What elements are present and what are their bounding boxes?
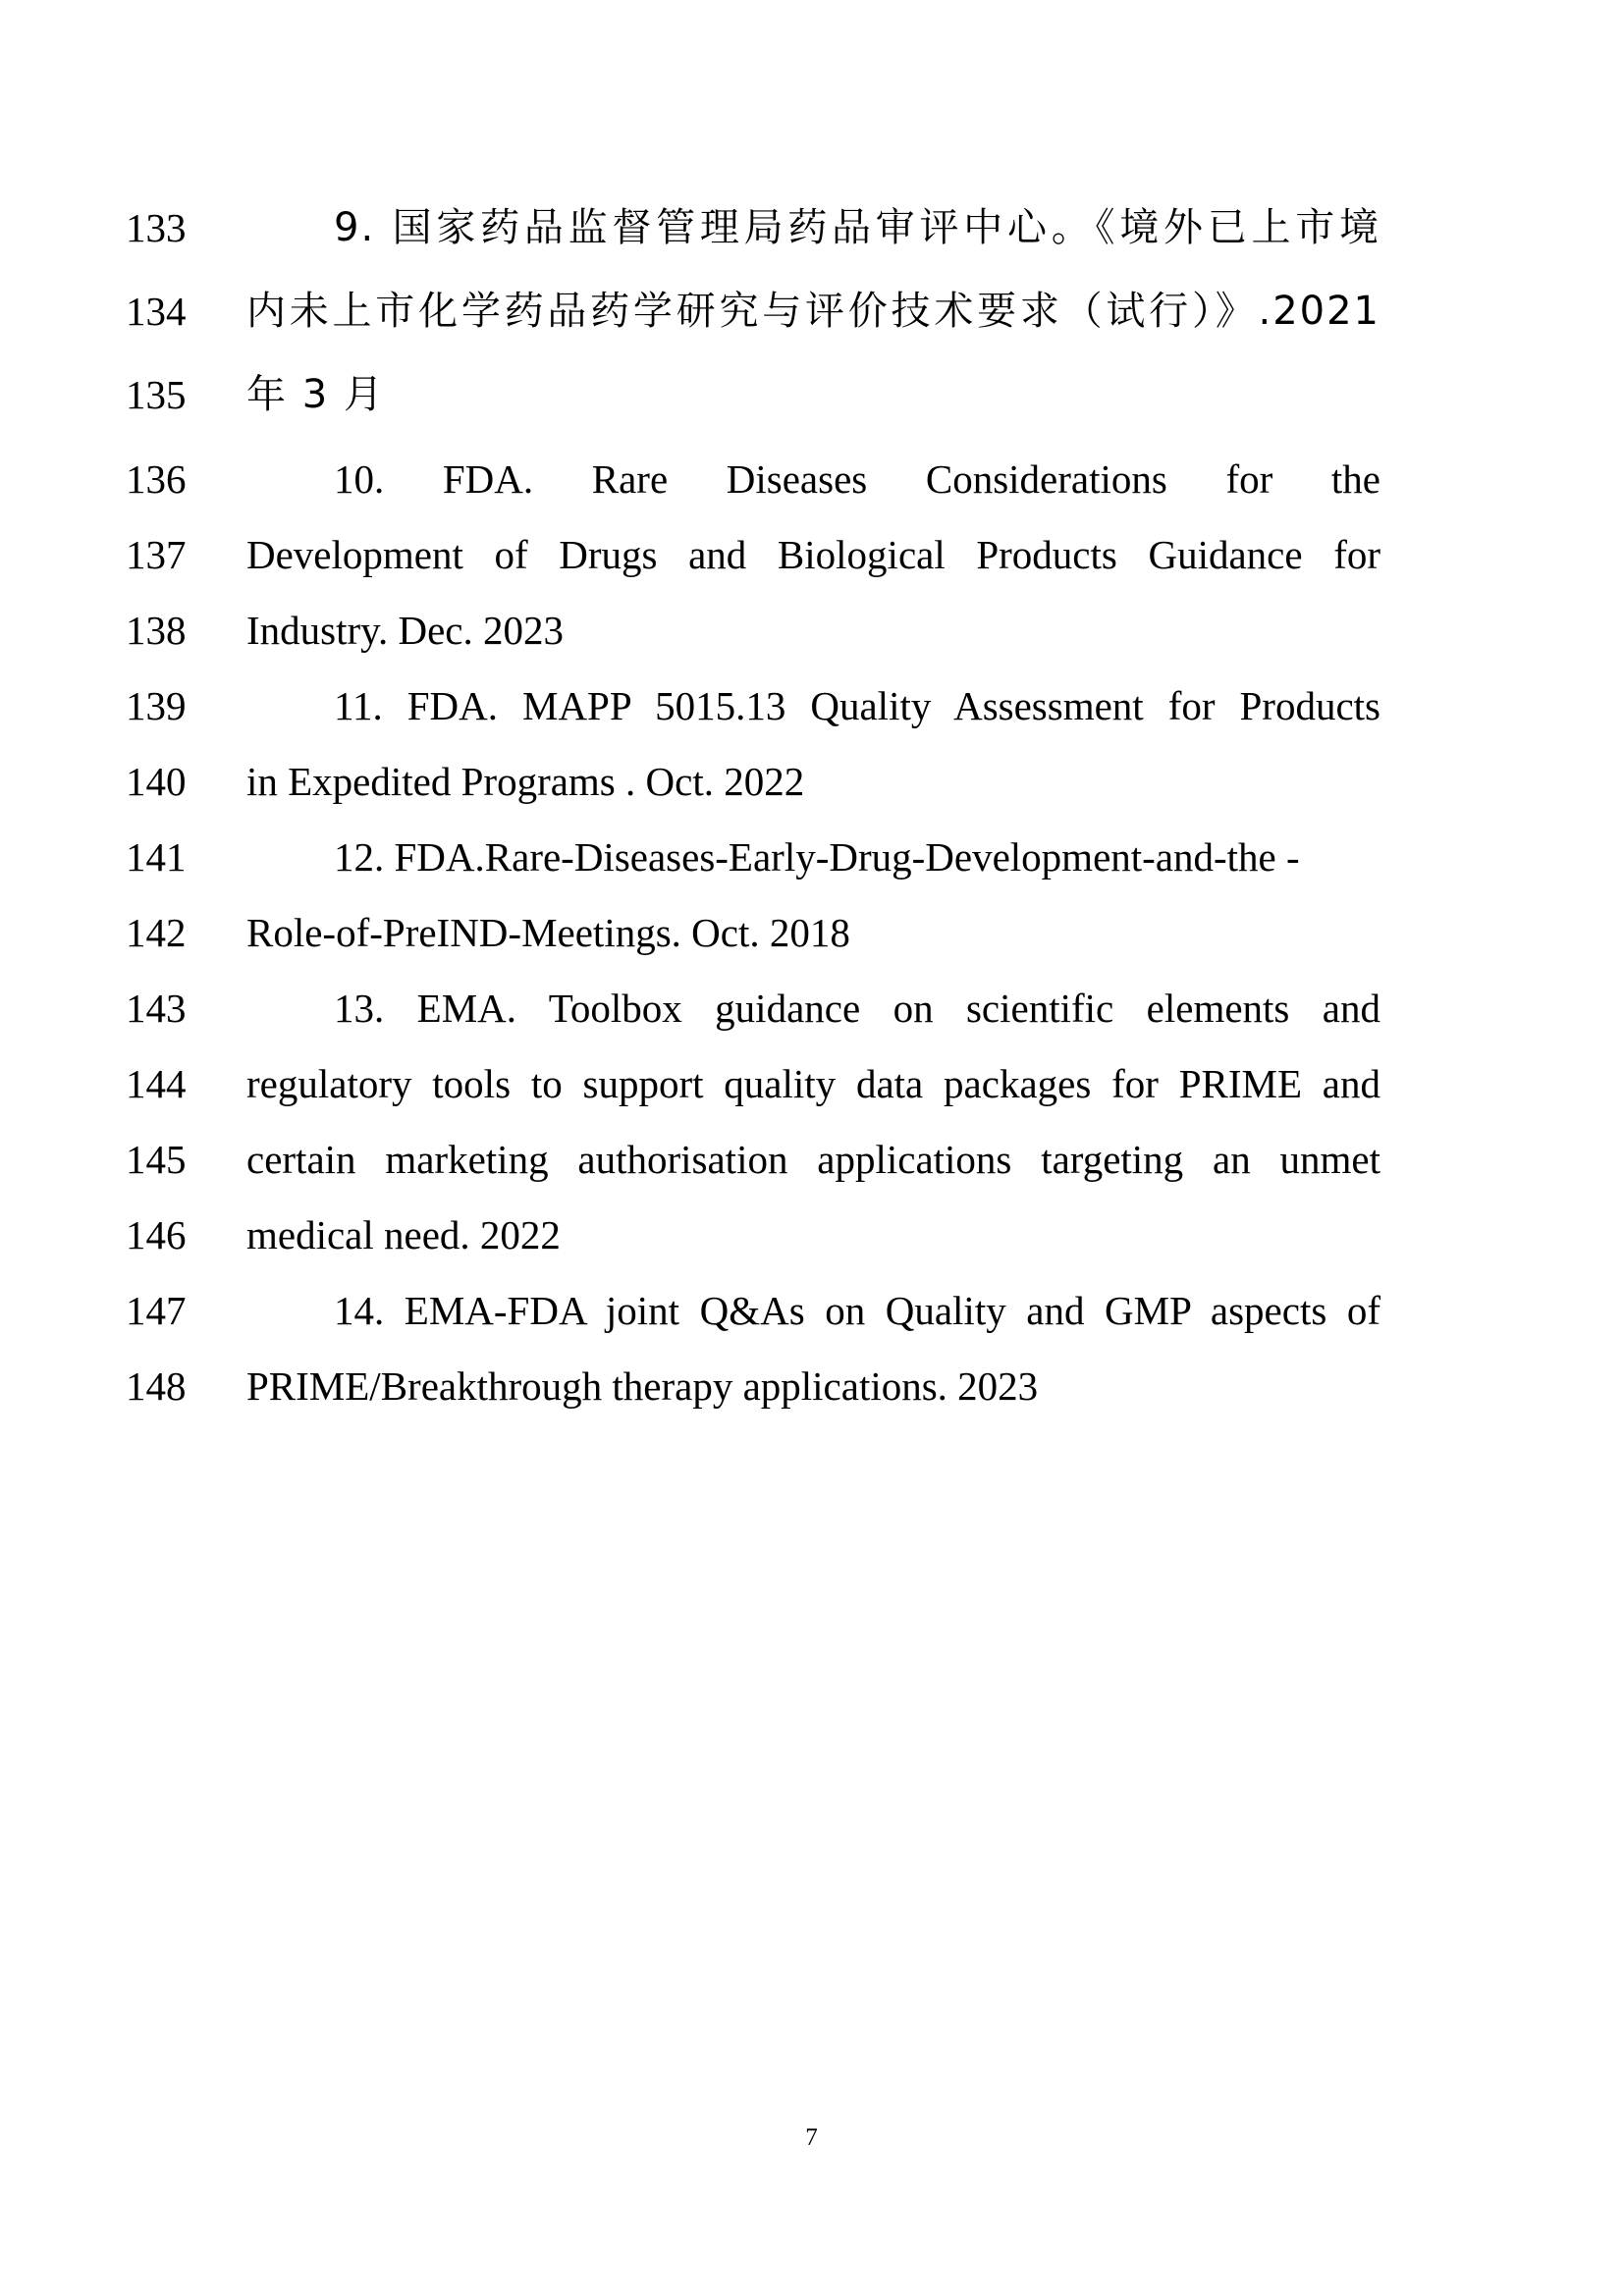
line-number: 146	[126, 1212, 187, 1257]
line-number: 137	[126, 532, 187, 577]
line-number: 141	[126, 834, 187, 880]
page-number: 7	[805, 2124, 818, 2151]
reference-line	[0, 525, 1623, 584]
reference-line	[0, 676, 1623, 735]
reference-line	[0, 450, 1623, 508]
line-number: 134	[126, 289, 187, 334]
reference-line	[0, 601, 1623, 660]
reference-text: medical need. 2022	[246, 1212, 561, 1257]
reference-text: regulatory tools to support quality data packages for PRIME and	[246, 1061, 1380, 1106]
reference-text: 14. EMA-FDA joint Q&As on Quality and GMP aspects of	[334, 1288, 1380, 1333]
reference-text: 年 3 月	[246, 372, 385, 417]
line-number: 147	[126, 1288, 187, 1333]
line-number: 145	[126, 1137, 187, 1182]
line-number: 140	[126, 759, 187, 804]
reference-text: in Expedited Programs . Oct. 2022	[246, 759, 805, 804]
reference-text: 9. 国家药品监督管理局药品审评中心。《境外已上市境	[334, 205, 1380, 250]
line-number: 144	[126, 1061, 187, 1106]
reference-line	[0, 752, 1623, 811]
line-number: 138	[126, 608, 187, 653]
reference-line	[0, 1130, 1623, 1189]
line-number: 143	[126, 986, 187, 1031]
line-number: 133	[126, 205, 187, 250]
reference-text: certain marketing authorisation applications targeting an unmet	[246, 1137, 1380, 1182]
reference-text: 12. FDA.Rare-Diseases-Early-Drug-Development-and-the -	[334, 834, 1300, 880]
reference-line	[0, 1054, 1623, 1113]
line-number: 136	[126, 456, 187, 502]
reference-line	[0, 828, 1623, 886]
reference-line	[0, 282, 1623, 341]
reference-text: Industry. Dec. 2023	[246, 608, 564, 653]
line-number: 142	[126, 910, 187, 955]
reference-text: 13. EMA. Toolbox guidance on scientific elements and	[334, 986, 1380, 1031]
reference-text: 内未上市化学药品药学研究与评价技术要求（试行）》.2021	[246, 289, 1380, 334]
reference-line	[0, 198, 1623, 257]
reference-line	[0, 903, 1623, 962]
reference-line	[0, 365, 1623, 424]
line-number: 148	[126, 1363, 187, 1409]
reference-text: 11. FDA. MAPP 5015.13 Quality Assessment for Products	[334, 683, 1380, 728]
reference-text: Role-of-PreIND-Meetings. Oct. 2018	[246, 910, 850, 955]
reference-text: Development of Drugs and Biological Products Guidance for	[246, 532, 1380, 577]
reference-text: 10. FDA. Rare Diseases Considerations for the	[334, 456, 1380, 502]
line-number: 139	[126, 683, 187, 728]
reference-line	[0, 1281, 1623, 1340]
reference-line	[0, 1357, 1623, 1415]
reference-line	[0, 1205, 1623, 1264]
reference-line	[0, 979, 1623, 1038]
reference-text: PRIME/Breakthrough therapy applications. 2023	[246, 1363, 1039, 1409]
line-number: 135	[126, 372, 187, 417]
